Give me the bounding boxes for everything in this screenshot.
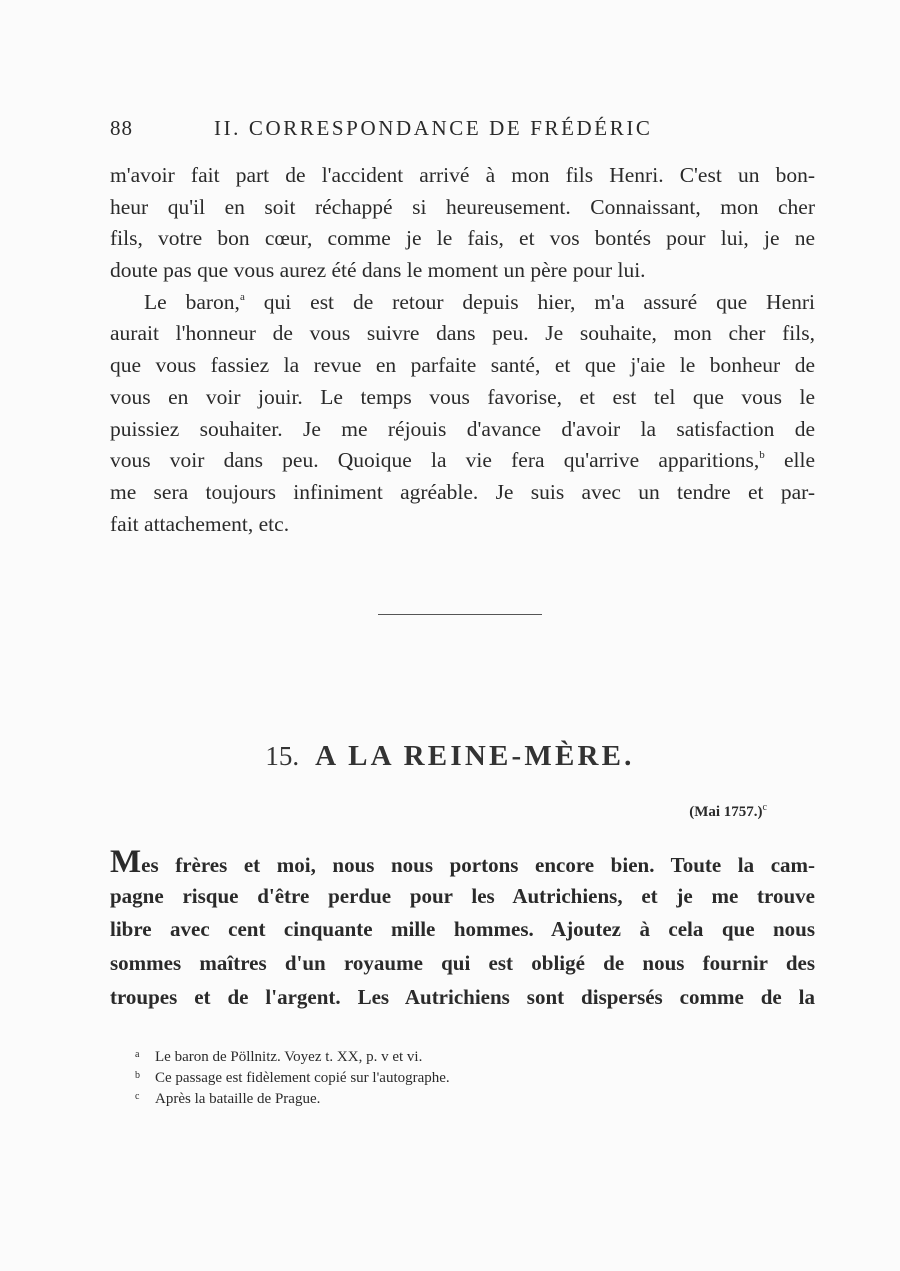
text-line: m'avoir fait part de l'accident arrivé à mon fils Henri. C'est un bon- <box>110 163 815 187</box>
date-text: (Mai 1757.) <box>689 804 763 820</box>
footnote-mark: a <box>135 1049 140 1060</box>
text-line: doute pas que vous aurez été dans le moment un père pour lui. <box>110 258 646 283</box>
letter-date <box>689 804 767 821</box>
section-heading <box>0 740 900 773</box>
text-line <box>110 287 815 319</box>
section-title: A LA REINE-MÈRE. <box>315 740 635 772</box>
text-line: aurait l'honneur de vous suivre dans peu. Je souhaite, mon cher fils, <box>110 321 815 346</box>
footnote-ref: c <box>762 802 767 813</box>
text-line <box>110 846 815 880</box>
text-line: vous en voir jouir. Le temps vous favorise, et est tel que vous le <box>110 384 815 409</box>
footnotes <box>135 1044 735 1107</box>
footnote <box>135 1086 735 1107</box>
footnote-ref: a <box>239 290 245 303</box>
text-line: heur qu'il en soit réchappé si heureusement. Connaissant, mon cher <box>110 194 815 219</box>
text-run: vous voir dans peu. Quoique la vie fera qu'arrive apparitions, <box>110 448 760 473</box>
text-run: Le baron, <box>144 289 240 314</box>
footnote-text: Ce passage est fidèlement copié sur l'autographe. <box>155 1070 450 1086</box>
running-header <box>110 116 810 146</box>
footnote <box>135 1044 735 1065</box>
text-line: sommes maîtres d'un royaume qui est obligé de nous fournir des <box>110 951 815 976</box>
text-line: me sera toujours infiniment agréable. Je suis avec un tendre et par- <box>110 479 815 504</box>
footnote <box>135 1065 735 1086</box>
text-run: elle <box>764 448 815 473</box>
drop-cap: M <box>110 844 142 880</box>
running-title: II. CORRESPONDANCE DE FRÉDÉRIC <box>214 116 653 140</box>
letter-15-body <box>110 846 815 1014</box>
text-run: qui est de retour depuis hier, m'a assuré que Henri <box>244 289 815 314</box>
footnote-mark: c <box>135 1091 140 1102</box>
text-line: troupes et de l'argent. Les Autrichiens sont dispersés comme de la <box>110 984 815 1009</box>
text-line: pagne risque d'être perdue pour les Autrichiens, et je me trouve <box>110 883 815 908</box>
text-line: fait attachement, etc. <box>110 511 290 536</box>
footnote-mark: b <box>135 1070 140 1081</box>
text-line: libre avec cent cinquante mille hommes. Ajoutez à cela que nous <box>110 917 815 942</box>
text-line: que vous fassiez la revue en parfaite santé, et que j'aie le bonheur de <box>110 353 815 378</box>
footnote-ref: b <box>759 449 765 462</box>
footnote-text: Le baron de Pöllnitz. Voyez t. XX, p. v et vi. <box>155 1049 423 1065</box>
letter-14-continuation <box>110 160 815 540</box>
text-line <box>110 445 815 477</box>
section-number: 15. <box>265 741 300 771</box>
text-line: puissiez souhaiter. Je me réjouis d'avance d'avoir la satisfaction de <box>110 416 815 441</box>
section-divider <box>378 614 542 615</box>
page-number: 88 <box>110 116 133 140</box>
text-run: es frères et moi, nous nous portons encore bien. Toute la cam- <box>141 853 815 877</box>
footnote-text: Après la bataille de Prague. <box>155 1091 321 1107</box>
text-line: fils, votre bon cœur, comme je le fais, et vos bontés pour lui, je ne <box>110 226 815 251</box>
